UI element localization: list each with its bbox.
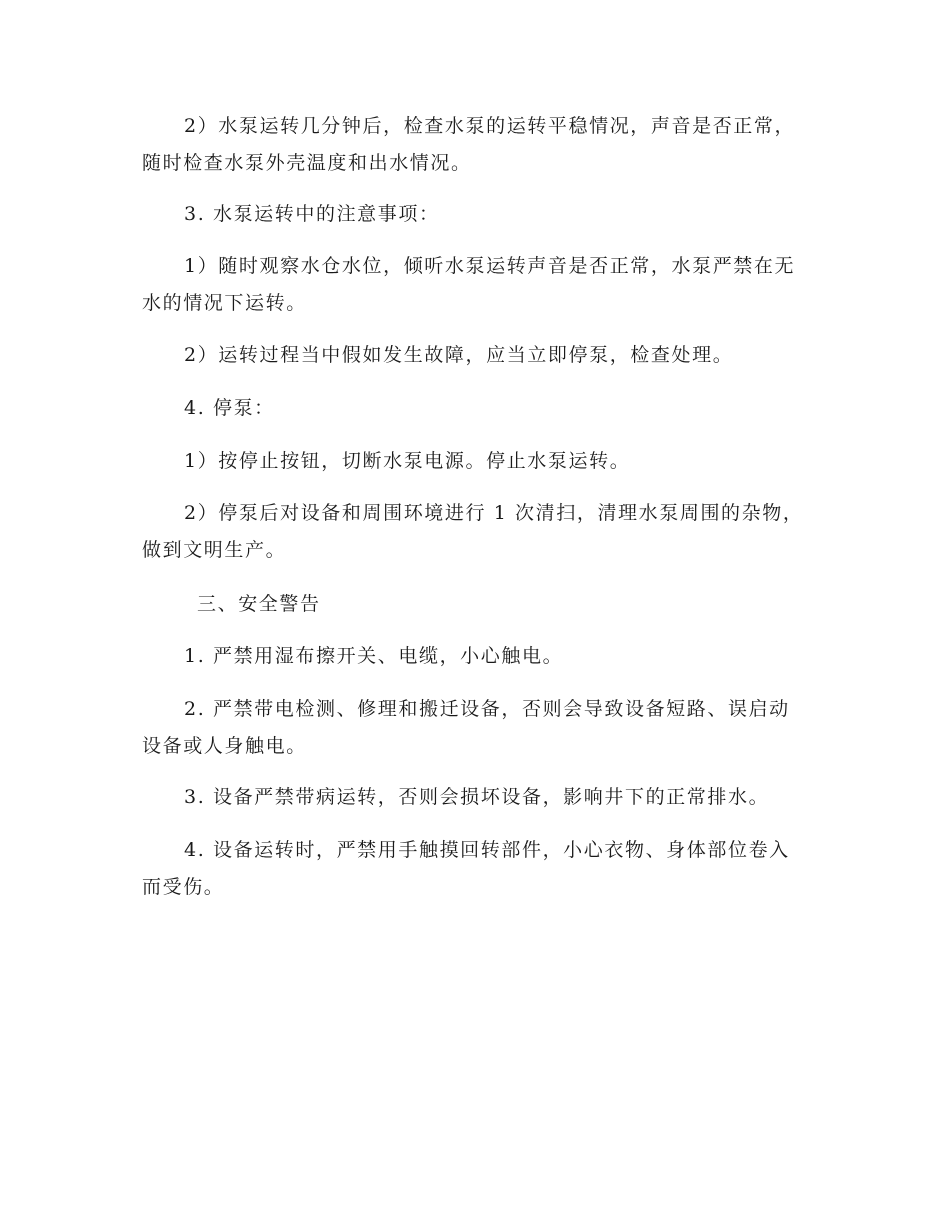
paragraph-warning-1: 1. 严禁用湿布擦开关、电缆，小心触电。 [184,645,564,667]
paragraph-press-stop: 1）按停止按钮，切断水泵电源。停止水泵运转。 [184,450,631,472]
paragraph-pump-running-check: 2）水泵运转几分钟后，检查水泵的运转平稳情况，声音是否正常，随时检查水泵外壳温度和出水情况。 [142,115,796,174]
paragraph-warning-4: 4. 设备运转时，严禁用手触摸回转部件，小心衣物、身体部位卷入而受伤。 [142,839,790,898]
paragraph-safety-warning-heading: 三、安全警告 [197,593,321,615]
paragraph-water-level-check: 1）随时观察水仓水位，倾听水泵运转声音是否正常，水泵严禁在无水的情况下运转。 [142,255,796,314]
paragraph-section-4-heading: 4. 停泵： [184,397,275,419]
paragraph-cleanup: 2）停泵后对设备和周围环境进行 1 次清扫，清理水泵周围的杂物，做到文明生产。 [142,502,804,561]
paragraph-fault-stop: 2）运转过程当中假如发生故障，应当立即停泵，检查处理。 [184,344,734,366]
paragraph-warning-2: 2. 严禁带电检测、修理和搬迁设备，否则会导致设备短路、误启动设备或人身触电。 [142,698,790,757]
paragraph-section-3-heading: 3. 水泵运转中的注意事项： [184,203,440,225]
paragraph-warning-3: 3. 设备严禁带病运转，否则会损坏设备，影响井下的正常排水。 [184,786,770,808]
